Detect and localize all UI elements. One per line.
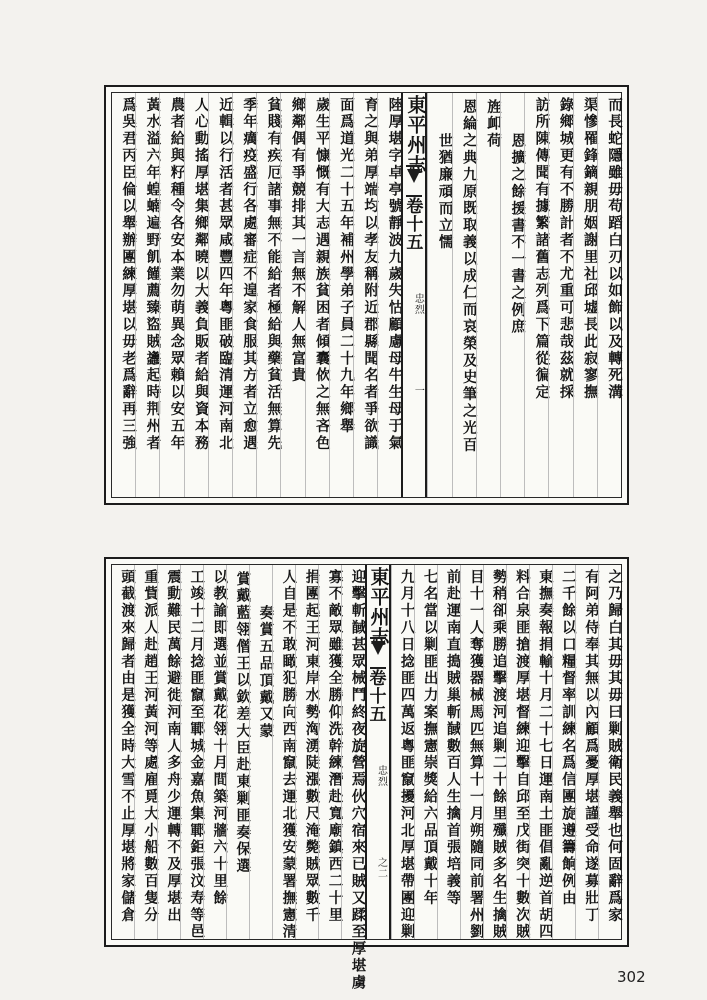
text-column: 頭截渡來歸者由是獲全時大雪不止厚堪將家儲倉: [119, 569, 137, 924]
text-column: 旌卹荷: [476, 93, 500, 497]
volume-label: 卷十五: [365, 669, 386, 723]
text-column: 有阿弟侍奉其無以內顧爲憂厚堪謹受命遂募壯丁: [575, 565, 598, 939]
volume-label: 卷十五: [402, 197, 423, 251]
text-column: 季年癘疫盛行各處審症不遑家食服其方者立愈遇: [232, 93, 256, 497]
text-column: 爲吳君丙臣倫以舉辦團練厚堪以毋老爲辭再三強: [120, 97, 138, 452]
text-column: 奏賞五品頂戴又蒙: [249, 565, 272, 939]
text-column: 鄉鄰偶有爭競排其一言無不解人無富貴: [280, 93, 304, 497]
text-column: 迎擊斬馘甚眾械鬥終夜旋營焉伙穴宿來已賊又蹂至厚堪虜: [341, 565, 364, 939]
fish-tail-mark-icon: [370, 637, 386, 669]
text-column: 黃水溢六年蝗蝻遍野飢饉薦臻盜賊蠭起時荆州者: [135, 93, 159, 497]
text-column: 恩擴之餘援書不一書之例庶: [500, 93, 524, 497]
text-column: 料合泉匪搶渡厚堪督練迎擊自邱至戊街突十數次賊: [506, 565, 529, 939]
bottom-page: [104, 557, 629, 992]
text-column: 賞戴藍翎僧王以欽差大臣赴東剿匪奏保選: [226, 565, 249, 939]
book-title: 東平州志: [404, 95, 427, 175]
text-column: 錄鄉城更有不勝計者不尤重可悲哉茲就採: [548, 93, 572, 497]
text-column: 而長蛇隱雖毋苟蹈白刃以如飾以及轉死溝: [597, 93, 621, 497]
page-number: 302: [617, 968, 646, 986]
text-column: 以教諭即選並賞戴花翎十月間築河牆六十里餘: [203, 565, 226, 939]
text-column: 農者給與籽種令各安本業勿萌異念眾賴以安五年: [159, 93, 183, 497]
text-column: 九月十八日捻匪四萬返粵匪竄擾河北厚堪帶團迎剿: [391, 565, 414, 939]
text-column: 育之與弟厚端均以孝友稱附近郡縣聞名者爭欲識: [353, 93, 377, 497]
text-column: 寡不敵眾雖獲全勝仰洗幹練潛赴寬廟鎮西二十里: [318, 565, 341, 939]
text-column: 渠慘罹鋒鏑親朋姻謝里社邱墟長此寂寥撫: [573, 93, 597, 497]
text-column: 之乃歸白其毋其毋曰剿賊衛民義舉也何固辭爲家: [598, 565, 621, 939]
leaf-number: 之二: [375, 857, 387, 879]
text-column: 勢稍卻乘勝追擊渡河追剿二十餘里殲賊多名生擒賊: [483, 565, 506, 939]
text-column: 世猶廉頑而立懦: [427, 93, 451, 497]
text-column: 二千餘以口糧督率訓練名爲信團旋遵籌餉例由: [552, 565, 575, 939]
top-page-frame: [111, 92, 622, 498]
text-column: 面爲道光二十五年補州學弟子員二十九年鄉舉: [329, 93, 353, 497]
text-column: 貧賤有疾厄諸事無不能給者極給與藥貧活無算先: [256, 93, 280, 497]
book-title: 東平州志: [367, 567, 390, 647]
text-column: 陸厚堪字卓亭號靜波九歲失怙顧慮母牛生母于氣: [377, 93, 401, 497]
text-column: 近輯以行活者甚眾咸豐四年粵匪破臨清運河南北: [208, 93, 232, 497]
text-column: 震動難民萬餘避徙河南人多舟少運轉不及厚堪出: [157, 565, 180, 939]
top-page: [104, 85, 629, 505]
text-column: 捐團起王河東岸水勢洶湧陡漲數尺淹斃賊眾數千: [295, 565, 318, 939]
text-column: 七名當以剿匪出力案撫憲崇獎給六品頂戴十年: [414, 565, 437, 939]
text-column: 前赴運南直搗賊巢斬馘數百人生擒首張培義等: [437, 565, 460, 939]
text-column: 人心動搖厚堪集鄉鄰曉以大義負販者給與資本務: [184, 93, 208, 497]
text-column: 目十一人奪獲器械馬匹無算十一月朔隨同前署州劉: [460, 565, 483, 939]
text-column: 人自是不敢瞰犯勝向西南竄去運北獲安蒙署撫憲清: [272, 565, 295, 939]
section-label: 忠烈: [375, 765, 387, 787]
text-column: 工竣十二月捻匪竄至鄆城金嘉魚集鄆鉅張汶寿等邑: [180, 565, 203, 939]
section-label: 忠烈: [412, 293, 424, 315]
text-column: 歲生平慷慨有大志遇親族貧困者傾囊佽之無吝色: [305, 93, 329, 497]
leaf-number: 一: [412, 385, 424, 396]
fish-tail-mark-icon: [406, 165, 422, 197]
text-column: 訪所陳傳聞有據繁諸舊志列爲下篇從徧定: [524, 93, 548, 497]
block-center-column: [365, 565, 391, 939]
bottom-page-frame: [111, 564, 623, 992]
block-center-column: [401, 93, 427, 497]
text-column: 恩綸之典九原既取義以成仁而哀榮及史筆之光百: [452, 93, 476, 497]
text-column: 重貲派人赴趙王河黃河等處雇覓大小船數百隻分: [134, 565, 157, 939]
text-column: 東撫奏報捐輸十月二十七日運南土匪倡亂逆首胡四: [529, 565, 552, 939]
